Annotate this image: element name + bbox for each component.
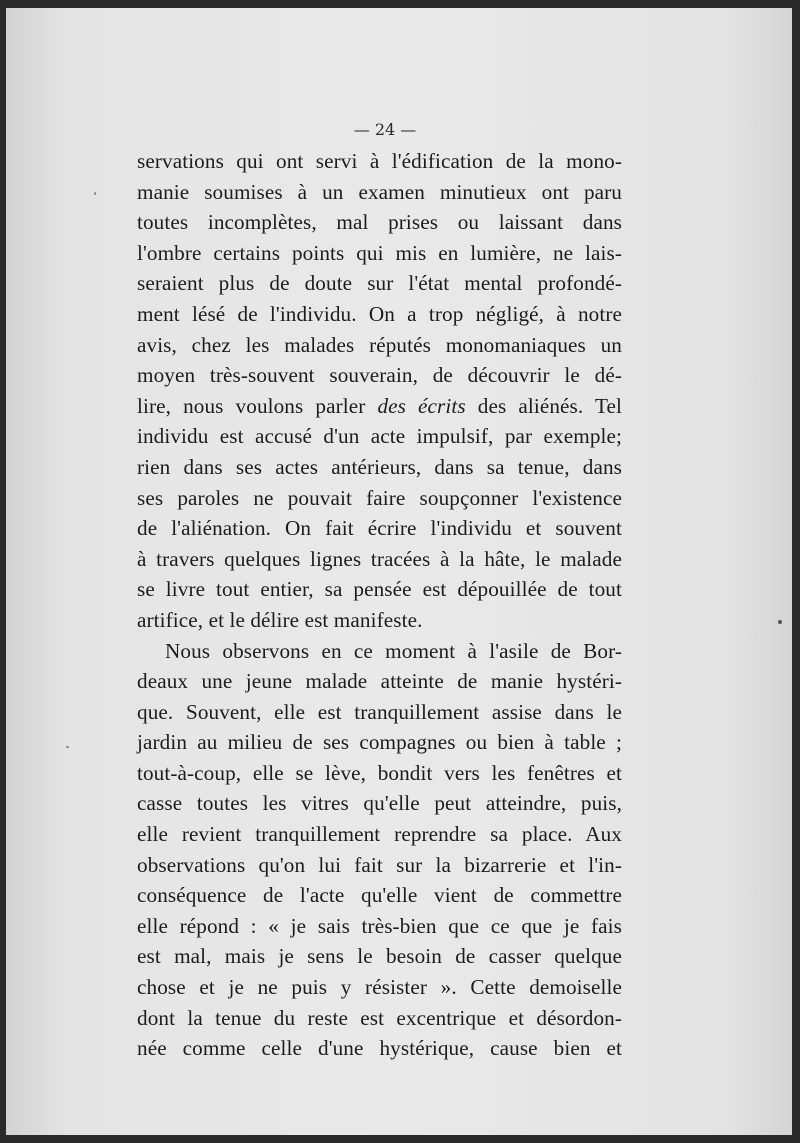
text-line: individu est accusé d'un acte impulsif, par exemple;	[137, 424, 622, 449]
text-line: se livre tout entier, sa pensée est dépouillée de tout	[137, 577, 622, 602]
text-line: née comme celle d'une hystérique, cause bien et	[137, 1036, 622, 1061]
paragraph-end-line: artifice, et le délire est manifeste.	[137, 607, 423, 632]
text-line	[137, 391, 622, 422]
text-line: avis, chez les malades réputés monomaniaques un	[137, 332, 622, 357]
text-segment: des aliénés. Tel	[465, 393, 622, 418]
text-line: seraient plus de doute sur l'état mental profondé-	[137, 271, 622, 296]
text-line: manie soumises à un examen minutieux ont paru	[137, 179, 622, 204]
text-line: de l'aliénation. On fait écrire l'individu et souvent	[137, 516, 622, 541]
text-line: est mal, mais je sens le besoin de casser quelque	[137, 944, 622, 969]
paragraph-start-line: Nous observons en ce moment à l'asile de Bor-	[165, 638, 622, 663]
text-line: ment lésé de l'individu. On a trop négligé, à notre	[137, 301, 622, 326]
text-line: observations qu'on lui fait sur la bizarrerie et l'in-	[137, 852, 622, 877]
text-line: jardin au milieu de ses compagnes ou bien à table ;	[137, 730, 622, 755]
book-page	[6, 8, 792, 1135]
text-line: tout-à-coup, elle se lève, bondit vers les fenêtres et	[137, 760, 622, 785]
text-line: que. Souvent, elle est tranquillement assise dans le	[137, 699, 622, 724]
paper-speck	[66, 746, 69, 748]
text-line: elle revient tranquillement reprendre sa place. Aux	[137, 822, 622, 847]
text-line: casse toutes les vitres qu'elle peut atteindre, puis,	[137, 791, 622, 816]
text-line: l'ombre certains points qui mis en lumière, ne lais-	[137, 240, 622, 265]
text-line: servations qui ont servi à l'édification de la mono-	[137, 149, 622, 173]
text-line: ses paroles ne pouvait faire soupçonner l'existence	[137, 485, 622, 510]
italic-phrase: des écrits	[377, 393, 466, 418]
text-line: chose et je ne puis y résister ». Cette demoiselle	[137, 975, 622, 1000]
text-segment: lire, nous voulons parler	[137, 393, 378, 418]
text-line: deaux une jeune malade atteinte de manie hystéri-	[137, 669, 622, 694]
paper-speck	[94, 192, 96, 195]
text-line: rien dans ses actes antérieurs, dans sa tenue, dans	[137, 454, 622, 479]
text-line: moyen très-souvent souverain, de découvrir le dé-	[137, 363, 622, 388]
body-text	[137, 146, 622, 1064]
text-line: dont la tenue du reste est excentrique et désordon-	[137, 1005, 622, 1030]
text-line: conséquence de l'acte qu'elle vient de commettre	[137, 883, 622, 908]
paper-speck	[778, 620, 782, 624]
text-line: elle répond : « je sais très-bien que ce que je fais	[137, 913, 622, 938]
text-line: à travers quelques lignes tracées à la hâte, le malade	[137, 546, 622, 571]
page-number: — 24 —	[353, 120, 417, 139]
text-line: toutes incomplètes, mal prises ou laissant dans	[137, 210, 622, 235]
